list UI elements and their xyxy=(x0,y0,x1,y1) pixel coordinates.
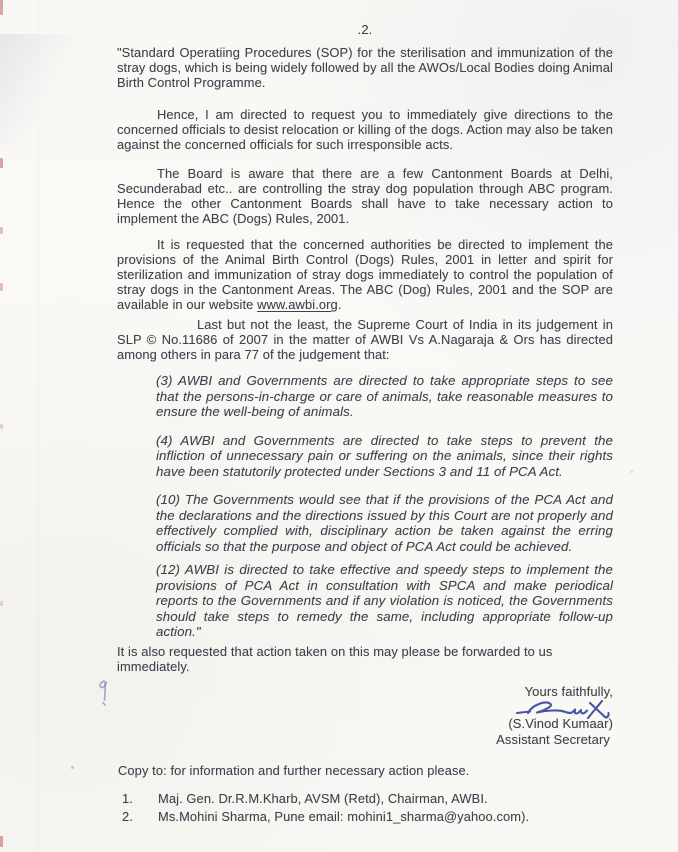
paragraph-abc-rules-text: It is requested that the concerned authorities be directed to implement the provisions of the Animal Birth Control (Dogs) Rules, 2001 in letter and spirit for sterilization and immunization of stray dogs immediately to control the population of stray dogs in the Cantonment Areas. The ABC (Dog) Rules, 2001 and the SOP are available in our website xyxy=(117,237,613,312)
list-item-number: 1. xyxy=(122,790,133,806)
judgement-quote-3: (3) AWBI and Governments are directed to take appropriate steps to see that the persons-in-charge or care of animals, take reasonable measures to ensure the well-being of animals. xyxy=(156,373,613,419)
scan-speck xyxy=(71,766,74,769)
signatory-title: Assistant Secretary xyxy=(496,731,610,747)
scan-edge-mark xyxy=(0,424,3,429)
list-item-text: Maj. Gen. Dr.R.M.Kharb, AVSM (Retd), Chairman, AWBI. xyxy=(158,790,488,806)
scan-edge-mark xyxy=(0,283,3,291)
awbi-website-link: www.awbi.org xyxy=(257,297,338,312)
copy-to-list xyxy=(117,790,613,826)
signature-block xyxy=(117,684,613,747)
signatory-name: (S.Vinod Kumaar) xyxy=(508,715,613,731)
paragraph-supreme-court: Last but not the least, the Supreme Court of India in its judgement in SLP © No.11686 of 2007 in the matter of AWBI Vs A.Nagaraja & Ors has directed among others in para 77 of the judgement that: xyxy=(117,317,613,362)
judgement-quote-12: (12) AWBI is directed to take effective and speedy steps to implement the provisions of PCA Act in consultation with SPCA and make periodical reports to the Governments and if any violation is noticed, the Governments should take steps to remedy the same, including appropriate follow-up action." xyxy=(156,562,613,639)
scan-edge-mark xyxy=(0,158,3,168)
scan-edge-mark xyxy=(0,0,3,15)
scan-fold-shadow xyxy=(0,34,86,144)
paragraph-cantonment-boards: The Board is aware that there are a few Cantonment Boards at Delhi, Secunderabad etc.. are controlling the stray dog population through ABC program. Hence the other Cantonment Boards shall have to take necessary action to implement the ABC (Dogs) Rules, 2001. xyxy=(117,166,613,226)
scan-edge-line xyxy=(38,0,39,852)
scan-speck xyxy=(630,470,633,473)
closing-line: It is also requested that action taken on this may please be forwarded to us immediately. xyxy=(117,643,553,674)
valediction: Yours faithfully, xyxy=(524,683,613,699)
judgement-quote-4: (4) AWBI and Governments are directed to take steps to prevent the infliction of unnecessary pain or suffering on the animals, since their rights have been statutorily protected under Sections 3 and 11 of PCA Act. xyxy=(156,432,613,479)
blue-pen-tick-icon xyxy=(94,678,114,715)
paragraph-abc-rules xyxy=(117,237,613,312)
judgement-quote-10: (10) The Governments would see that if the provisions of the PCA Act and the declarations and the directions issued by this Court are not properly and effectively complied with, disciplinary action be taken against the erring officials so that the purpose and object of PCA Act could be achieved. xyxy=(156,492,613,554)
page-number: .2. xyxy=(357,22,373,37)
list-item xyxy=(122,790,613,808)
list-item-text: Ms.Mohini Sharma, Pune email: mohini1_sharma@yahoo.com). xyxy=(158,808,530,824)
paragraph-sop: "Standard Operatiing Procedures (SOP) for the sterilisation and immunization of the stray dogs, which is being widely followed by all the AWOs/Local Bodies doing Animal Birth Control Programme. xyxy=(117,45,613,90)
list-item-number: 2. xyxy=(122,808,133,824)
paragraph-abc-rules-period: . xyxy=(337,297,342,312)
paragraph-directions: Hence, I am directed to request you to immediately give directions to the concerned officials to desist relocation or killing of the dogs. Action may also be taken against the concerned officials for such irresponsible acts. xyxy=(117,107,613,152)
scan-edge-mark xyxy=(0,227,3,234)
copy-to-heading: Copy to: for information and further necessary action please. xyxy=(118,762,470,778)
letter-body xyxy=(117,22,613,826)
scan-edge-mark xyxy=(0,836,3,847)
scan-edge-mark xyxy=(0,601,3,606)
list-item xyxy=(122,808,613,826)
